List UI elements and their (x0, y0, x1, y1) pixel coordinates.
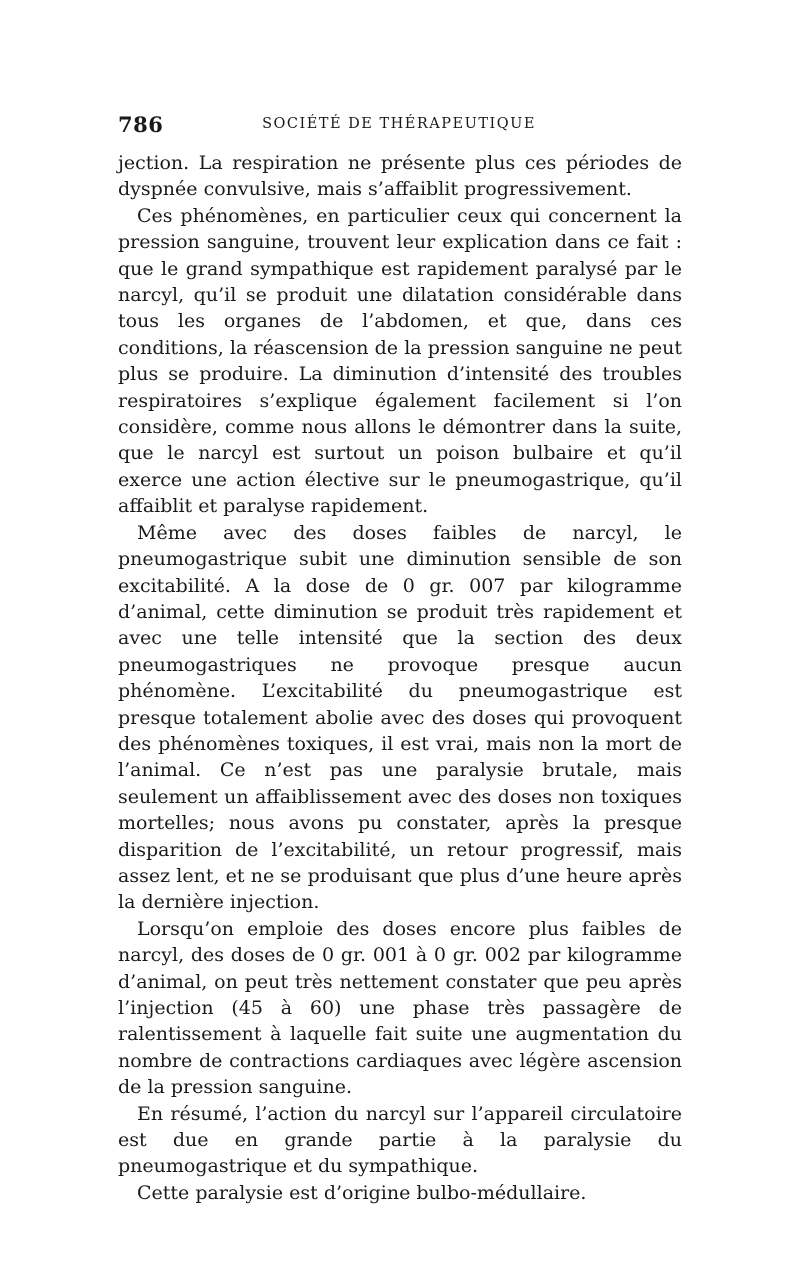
paragraph-phenomenes: Ces phénomènes, en particulier ceux qui concernent la pression sanguine, trouvent leur explication dans ce fait : que le grand sympathique est rapidement paralysé par le narcyl, qu’il se produit une dilatation considérable dans tous les organes de l’abdomen, et que, dans ces conditions, la réascension de la pression sanguine ne peut plus se produire. La diminution d’intensité des troubles respiratoires s’explique également facilement si l’on considère, comme nous allons le démontrer dans la suite, que le narcyl est surtout un poison bulbaire et qu’il exerce une action élective sur le pneumogastrique, qu’il affaiblit et paralyse rapidement. (118, 204, 682, 518)
body-text (118, 150, 682, 1206)
page-header (118, 112, 680, 146)
paragraph-resume: En résumé, l’action du narcyl sur l’appareil circulatoire est due en grande partie à la paralysie du pneumogastrique et du sympathique. (118, 1102, 682, 1178)
paragraph-origine: Cette paralysie est d’origine bulbo-médullaire. (137, 1181, 587, 1204)
page-number: 786 (118, 112, 164, 137)
running-title: SOCIÉTÉ DE THÉRAPEUTIQUE (262, 116, 536, 132)
paragraph-continuation: jection. La respiration ne présente plus ces périodes de dyspnée convulsive, mais s’affaiblit progressivement. (118, 152, 682, 201)
paragraph-doses-encore-plus-faibles: Lorsqu’on emploie des doses encore plus faibles de narcyl, des doses de 0 gr. 001 à 0 gr. 002 par kilogramme d’animal, on peut très nettement constater que peu après l’injection (45 à 60) une phase très passagère de ralentissement à laquelle fait suite une augmentation du nombre de contractions cardiaques avec légère ascension de la pression sanguine. (118, 917, 682, 1099)
paragraph-doses-faibles: Même avec des doses faibles de narcyl, le pneumogastrique subit une diminution sensible de son excitabilité. A la dose de 0 gr. 007 par kilogramme d’animal, cette diminution se produit très rapidement et avec une telle intensité que la section des deux pneumogastriques ne provoque presque aucun phénomène. L’excitabilité du pneumogastrique est presque totalement abolie avec des doses qui provoquent des phénomènes toxiques, il est vrai, mais non la mort de l’animal. Ce n’est pas une paralysie brutale, mais seulement un affaiblissement avec des doses non toxiques mortelles; nous avons pu constater, après la presque disparition de l’excitabilité, un retour progressif, mais assez lent, et ne se produisant que plus d’une heure après la dernière injection. (118, 521, 682, 914)
